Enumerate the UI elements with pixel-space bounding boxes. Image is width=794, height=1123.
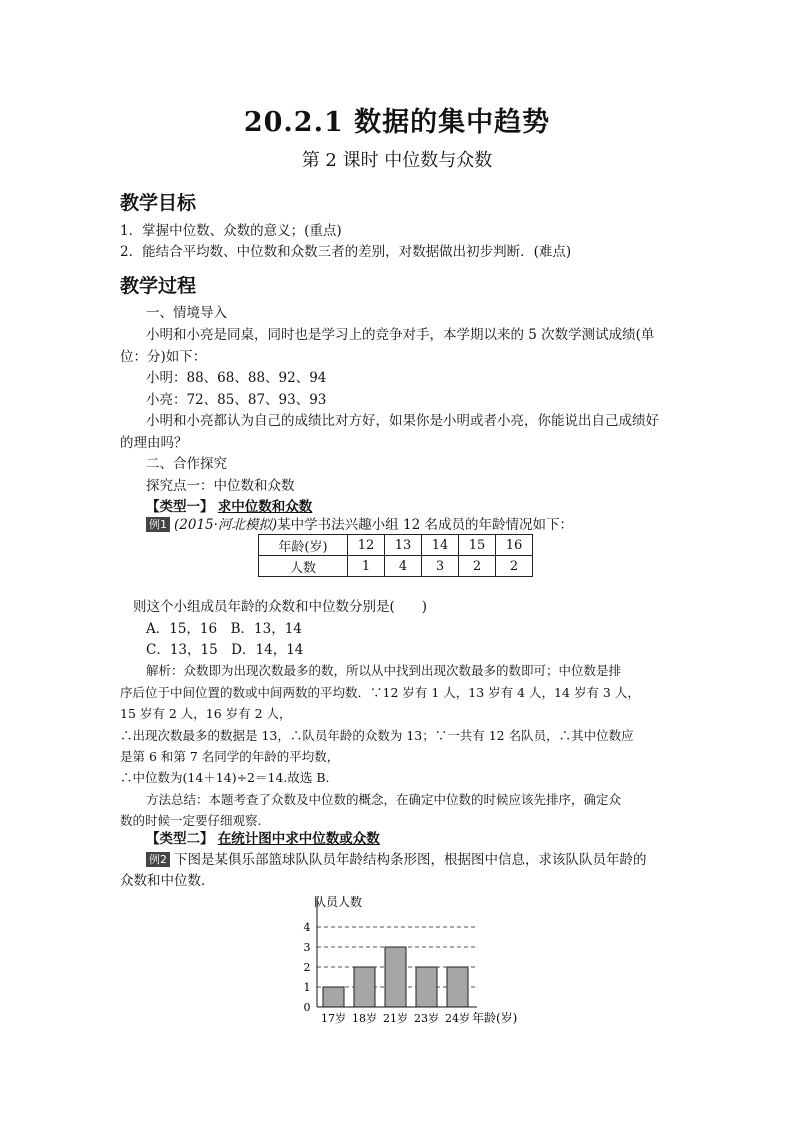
table-cell: 1 — [348, 556, 385, 577]
type-2-title: 在统计图中求中位数或众数 — [217, 831, 380, 847]
x-tick-label: 18岁 — [352, 1012, 377, 1025]
objective-2: 2．能结合平均数、中位数和众数三者的差别，对数据做出初步判断．(难点) — [120, 244, 572, 260]
example-2-text: 下图是某俱乐部篮球队队员年龄结构条形图，根据图中信息，求该队队员年龄的 — [174, 852, 647, 868]
y-tick-label: 1 — [303, 981, 311, 994]
objective-1: 1．掌握中位数、众数的意义；(重点) — [120, 223, 342, 239]
table-cell: 16 — [496, 535, 533, 556]
options-row-2: C．13，15 D．14，14 — [146, 642, 304, 658]
intro-paragraph-1: 小明和小亮是同桌，同时也是学习上的竞争对手，本学期以来的 5 次数学测试成绩(单 — [146, 327, 655, 343]
intro-paragraph-2: 小明和小亮都认为自己的成绩比对方好，如果你是小明或者小亮，你能说出自己成绩好 — [146, 413, 659, 429]
options-row-1: A．15，16 B．13，14 — [146, 621, 302, 637]
intro-paragraph-2b: 的理由吗？ — [120, 435, 188, 451]
table-row — [259, 535, 533, 556]
analysis-line: 序后位于中间位置的数或中间两数的平均数．∵12 岁有 1 人，13 岁有 4 人，14 岁有 3 人， — [120, 685, 640, 700]
table-cell: 13 — [385, 535, 422, 556]
question-text: 则这个小组成员年龄的众数和中位数分别是( ) — [133, 599, 428, 615]
table-cell: 3 — [422, 556, 459, 577]
chart-y-ticks — [304, 921, 311, 1014]
table-cell: 4 — [385, 556, 422, 577]
x-tick-label: 21岁 — [383, 1012, 408, 1025]
analysis-line: ∴中位数为(14＋14)÷2＝14.故选 B. — [120, 770, 330, 785]
example-1-badge: 例1 — [146, 517, 170, 532]
chart-x-ticks — [321, 1011, 470, 1025]
chart-y-axis-label: 队员人数 — [314, 895, 363, 909]
type-1-heading — [146, 497, 312, 517]
analysis-line: 15 岁有 2 人，16 岁有 2 人， — [120, 706, 292, 721]
x-tick-label: 24岁 — [445, 1012, 470, 1025]
intro-paragraph-1b: 位：分)如下： — [120, 349, 207, 365]
table-cell: 2 — [459, 556, 496, 577]
example-1-line — [146, 515, 573, 535]
table-header-count: 人数 — [259, 556, 348, 577]
objectives-heading: 教学目标 — [120, 192, 197, 214]
type-1-title: 求中位数和众数 — [217, 499, 313, 515]
summary-line: 数的时候一定要仔细观察. — [120, 813, 262, 828]
table-cell: 14 — [422, 535, 459, 556]
age-table — [258, 534, 533, 577]
xiaoming-scores: 小明：88、68、88、92、94 — [146, 370, 327, 386]
type-2-heading — [146, 829, 380, 849]
y-tick-label: 4 — [303, 921, 311, 934]
table-cell: 15 — [459, 535, 496, 556]
type-1-tag: 【类型一】 — [146, 499, 214, 515]
bar-21岁 — [385, 947, 406, 1007]
y-tick-label: 3 — [303, 941, 311, 954]
analysis-line: 是第 6 和第 7 名同学的年龄的平均数， — [120, 749, 340, 764]
xiaoliang-scores: 小亮：72、85、87、93、93 — [146, 392, 327, 408]
table-cell: 12 — [348, 535, 385, 556]
x-tick-label: 23岁 — [414, 1012, 439, 1025]
y-tick-label: 2 — [303, 961, 311, 974]
example-2-line — [146, 850, 647, 870]
x-tick-label: 17岁 — [321, 1012, 346, 1025]
example-2-line-b: 众数和中位数． — [120, 873, 215, 889]
table-row — [259, 556, 533, 577]
chart-bars — [323, 947, 468, 1007]
explore-point-1: 探究点一：中位数和众数 — [146, 478, 295, 494]
summary-line: 方法总结：本题考查了众数及中位数的概念，在确定中位数的时候应该先排序，确定众 — [146, 792, 622, 807]
example-1-text: 某中学书法兴趣小组 12 名成员的年龄情况如下： — [277, 517, 573, 533]
page-subtitle: 第 2 课时 中位数与众数 — [301, 150, 493, 171]
explore-label: 二、合作探究 — [146, 456, 227, 472]
chart-x-axis-label: 年龄(岁) — [472, 1011, 518, 1025]
example-2-badge: 例2 — [146, 852, 170, 867]
process-heading: 教学过程 — [120, 275, 197, 297]
intro-label: 一、情境导入 — [146, 305, 227, 321]
type-2-tag: 【类型二】 — [146, 831, 214, 847]
example-1-source: (2015·河北模拟) — [174, 517, 278, 533]
page-title: 20.2.1 数据的集中趋势 — [243, 107, 551, 138]
bar-17岁 — [323, 987, 344, 1007]
table-cell: 2 — [496, 556, 533, 577]
y-tick-label: 0 — [303, 1001, 311, 1014]
age-bar-chart — [295, 890, 535, 1030]
analysis-line: 解析：众数即为出现次数最多的数，所以从中找到出现次数最多的数即可；中位数是排 — [146, 663, 622, 678]
table-header-age: 年龄(岁) — [259, 535, 348, 556]
bar-23岁 — [416, 967, 437, 1007]
analysis-line: ∴出现次数最多的数据是 13，∴队员年龄的众数为 13；∵一共有 12 名队员，∴其中位数应 — [120, 728, 634, 743]
bar-24岁 — [447, 967, 468, 1007]
bar-18岁 — [354, 967, 375, 1007]
